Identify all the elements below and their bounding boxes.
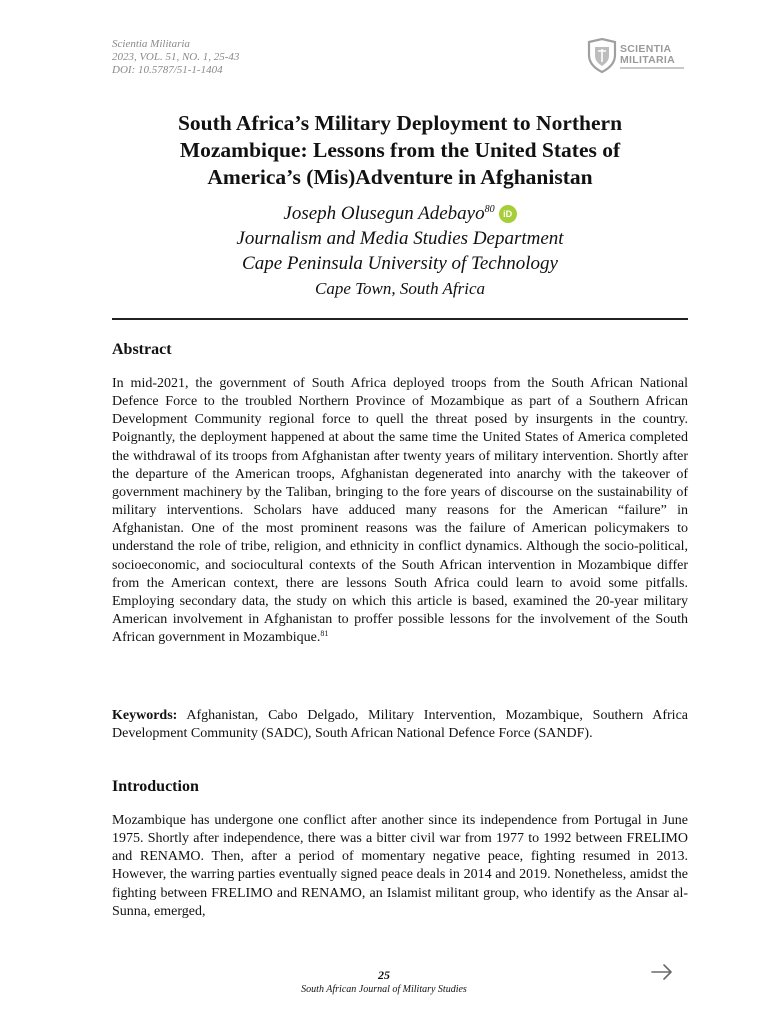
abstract-body: In mid-2021, the government of South Africa deployed troops from the South African National Defence Force to the troubled Northern Province of Mozambique as part of a Southern African Development Community regional force to quell the threat posed by insurgents in the country. Poignantly, the deployment happened at about the same time the United States of America completed the withdrawal of its troops from Afghanistan after twenty years of military intervention. Shortly after the departure of the American troops, Afghanistan degenerated into anarchy with the takeover of government machinery by the Taliban, bringing to the fore years of discourse on the sustainability of military interventions. Scholars have adduced many reasons for the American “failure” in Afghanistan. One of the most prominent reasons was the failure of American policymakers to understand the role of tribe, religion, and ethnicity in conflict dynamics. Although the socio-political, socioeconomic, and sociocultural contexts of the South African intervention in Mozambique differ from the American context, there are lessons South Africa could learn to avoid some pitfalls. Employing secondary data, the study on which this article is based, examined the 20-year military American involvement in Afghanistan to proffer possible lessons for the involvement of the South African government in Mozambique. <box>112 376 688 646</box>
orcid-icon[interactable]: iD <box>499 205 517 223</box>
author-footnote-ref[interactable]: 80 <box>484 204 495 215</box>
logo-line2: MILITARIA <box>620 54 675 66</box>
journal-logo <box>586 38 686 78</box>
introduction-heading: Introduction <box>112 778 199 795</box>
page-number: 25 <box>378 968 390 982</box>
title-divider <box>112 318 688 320</box>
keywords <box>112 707 688 743</box>
title-line-1: South Africa’s Military Deployment to Northern <box>177 111 623 135</box>
arrow-right-icon[interactable] <box>650 962 674 982</box>
logo-line1: SCIENTIA <box>620 43 672 55</box>
journal-doi: DOI: 10.5787/51-1-1404 <box>112 64 223 76</box>
logo-text <box>620 44 675 66</box>
shield-logo-icon <box>586 38 618 74</box>
title-line-2: Mozambique: Lessons from the United States of <box>179 138 621 162</box>
keywords-label: Keywords: <box>112 708 178 723</box>
abstract-text <box>112 375 688 647</box>
journal-meta <box>112 38 239 77</box>
introduction-text: Mozambique has undergone one conflict after another since its independence from Portugal in June 1975. Shortly after independence, there was a bitter civil war from 1977 to 1992 between FRELIMO and RENAMO. Then, after a period of momentary negative peace, fighting resumed in 2013. However, the warring parties eventually signed peace deals in 2014 and 2019. Nonetheless, amidst the fighting between FRELIMO and RENAMO, an Islamist militant group, who identify as the Ansar al-Sunna, emerged, <box>112 813 688 919</box>
keywords-text: Afghanistan, Cabo Delgado, Military Intervention, Mozambique, Southern Africa Development Community (SADC), South African National Defence Force (SANDF). <box>112 708 688 742</box>
author-name: Joseph Olusegun Adebayo <box>283 203 485 224</box>
abstract-footnote-ref[interactable]: 81 <box>320 629 329 639</box>
author-line <box>112 202 688 226</box>
article-title <box>112 110 688 191</box>
author-university: Cape Peninsula University of Technology <box>242 253 558 274</box>
author-city: Cape Town, South Africa <box>314 279 486 298</box>
journal-volume: 2023, VOL. 51, NO. 1, 25-43 <box>112 51 240 63</box>
author-block <box>112 202 688 301</box>
author-department: Journalism and Media Studies Department <box>236 228 564 249</box>
abstract-heading: Abstract <box>112 341 172 358</box>
journal-full-name: South African Journal of Military Studies <box>301 984 467 995</box>
journal-short-name: Scientia Militaria <box>112 38 190 50</box>
logo-tagline-bar <box>620 67 684 69</box>
title-line-3: America’s (Mis)Adventure in Afghanistan <box>207 165 593 189</box>
